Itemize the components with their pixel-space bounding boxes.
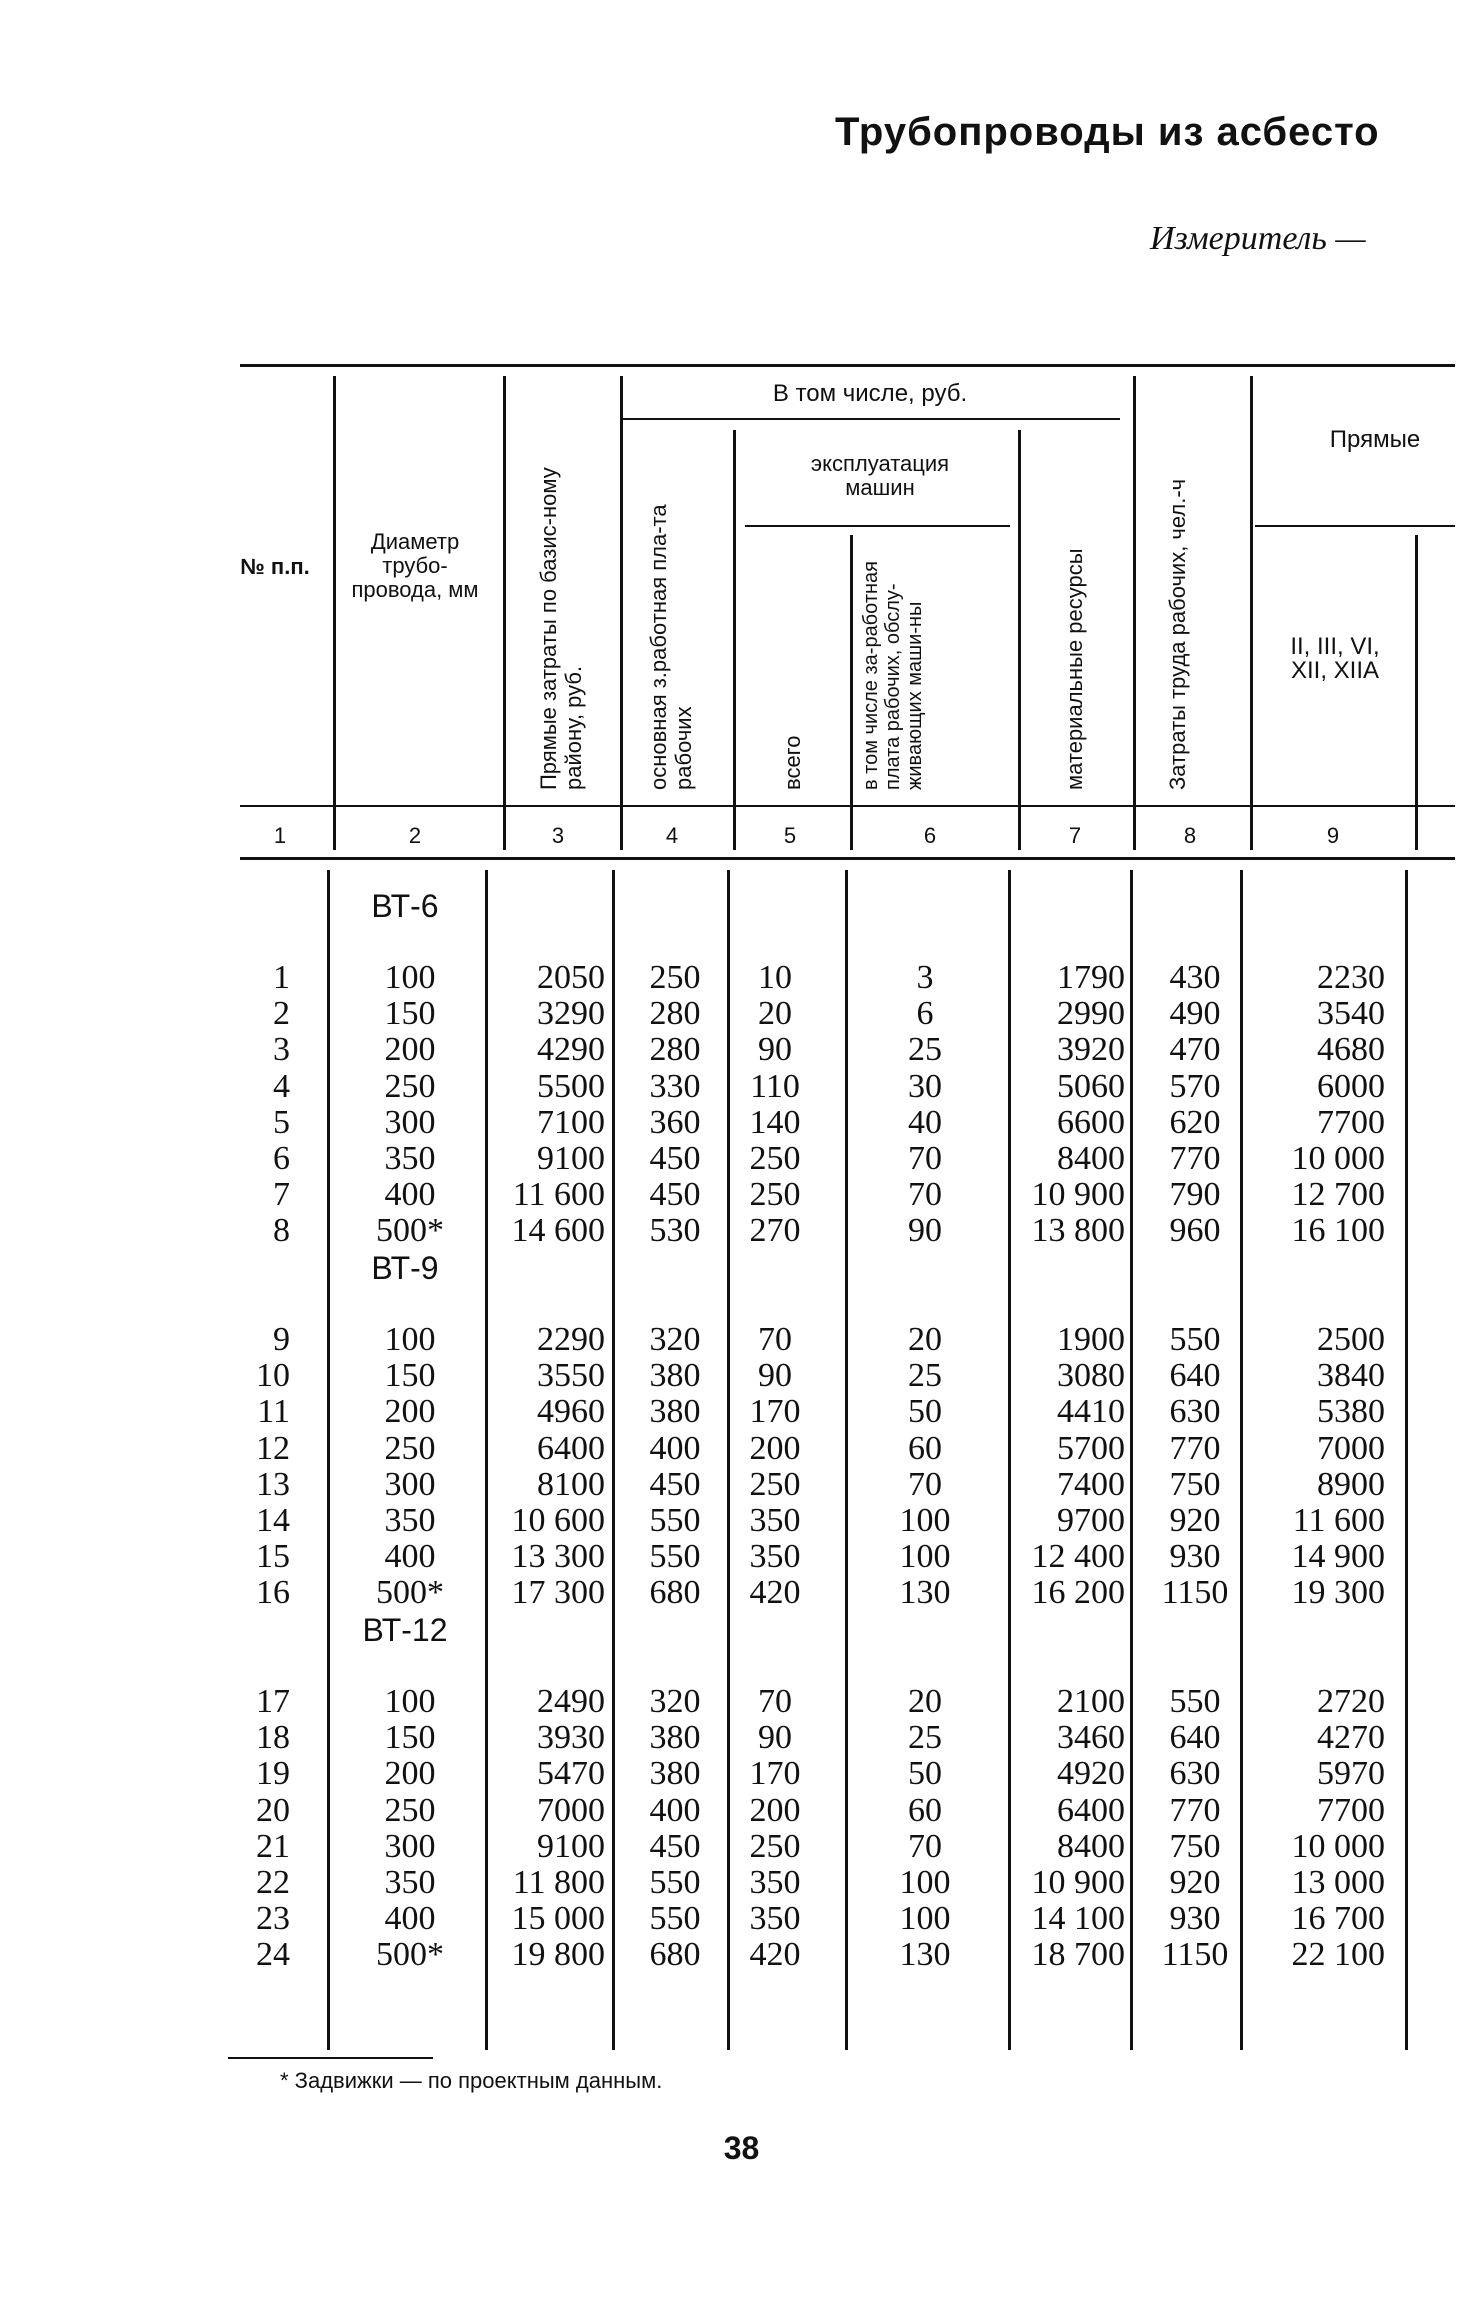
table-cell: 19 800	[511, 1936, 605, 1974]
table-cell: 770	[1169, 1140, 1221, 1177]
table-cell: 170	[749, 1393, 801, 1431]
table-cell: 14 600	[511, 1212, 605, 1250]
table-cell: 450	[649, 1140, 701, 1177]
table-cell: 2290	[537, 1321, 605, 1358]
table-cell: 3920	[1057, 1031, 1125, 1069]
table-row	[0, 1358, 1483, 1394]
table-cell: 20	[758, 995, 792, 1033]
table-cell: 280	[649, 995, 701, 1033]
table-cell: 90	[908, 1212, 942, 1250]
table-cell: 90	[758, 1031, 792, 1069]
table-cell: 5380	[1317, 1393, 1385, 1431]
table-cell: 280	[649, 1031, 701, 1069]
table-cell: 400	[384, 1176, 436, 1214]
table-cell: 2500	[1317, 1321, 1385, 1358]
table-cell: 170	[749, 1755, 801, 1793]
table-cell: 250	[749, 1827, 801, 1865]
table-row	[0, 1141, 1483, 1177]
header-including: В том числе, руб.	[772, 380, 968, 407]
group-title: ВТ-12	[362, 1612, 448, 1648]
table-cell: 3290	[537, 995, 605, 1033]
table-cell: 300	[384, 1103, 436, 1141]
table-cell: 100	[384, 959, 436, 996]
table-cell: 550	[649, 1538, 701, 1576]
column-number: 5	[783, 823, 797, 848]
table-cell: 13 000	[1291, 1864, 1385, 1901]
table-cell: 70	[908, 1827, 942, 1865]
table-cell: 7700	[1317, 1791, 1385, 1829]
table-row	[0, 1901, 1483, 1937]
table-cell: 530	[649, 1212, 701, 1250]
table-cell: 130	[899, 1936, 951, 1974]
table-cell: 200	[749, 1791, 801, 1829]
col-divider	[503, 376, 506, 850]
table-cell: 9700	[1057, 1502, 1125, 1539]
table-cell: 960	[1169, 1212, 1221, 1250]
table-cell: 2720	[1317, 1683, 1385, 1720]
table-cell: 10	[758, 959, 792, 996]
table-cell: 2230	[1317, 959, 1385, 996]
table-cell: 250	[749, 1176, 801, 1214]
table-row	[0, 1937, 1483, 1973]
col-divider	[1018, 430, 1021, 850]
table-row	[0, 960, 1483, 996]
table-cell: 350	[749, 1900, 801, 1938]
column-number: 2	[408, 823, 422, 848]
table-cell: 8	[273, 1212, 290, 1250]
col-divider	[1133, 376, 1136, 850]
table-cell: 2100	[1057, 1683, 1125, 1720]
col-divider	[733, 430, 736, 850]
table-cell: 350	[749, 1502, 801, 1539]
table-cell: 100	[899, 1900, 951, 1938]
table-cell: 770	[1169, 1791, 1221, 1829]
table-cell: 5500	[537, 1067, 605, 1105]
table-cell: 680	[649, 1936, 701, 1974]
table-row	[0, 1322, 1483, 1358]
table-cell: 770	[1169, 1429, 1221, 1467]
table-cell: 5970	[1317, 1755, 1385, 1793]
table-cell: 12 400	[1031, 1538, 1125, 1576]
table-cell: 100	[384, 1683, 436, 1720]
table-cell: 7000	[537, 1791, 605, 1829]
table-cell: 350	[749, 1538, 801, 1576]
table-cell: 930	[1169, 1538, 1221, 1576]
unit-label: Измеритель —	[1150, 220, 1366, 257]
table-cell: 10 000	[1291, 1827, 1385, 1865]
table-cell: 8900	[1317, 1465, 1385, 1503]
col-divider	[333, 376, 336, 850]
table-cell: 320	[649, 1683, 701, 1720]
table-cell: 920	[1169, 1502, 1221, 1539]
table-cell: 6600	[1057, 1103, 1125, 1141]
table-cell: 450	[649, 1827, 701, 1865]
table-cell: 22 100	[1291, 1936, 1385, 1974]
table-cell: 14 100	[1031, 1900, 1125, 1938]
table-cell: 7	[273, 1176, 290, 1214]
table-row	[0, 996, 1483, 1032]
table-cell: 14 900	[1291, 1538, 1385, 1576]
table-cell: 430	[1169, 959, 1221, 996]
header-labor: Затраты труда рабочих, чел.-ч	[1165, 478, 1190, 790]
table-cell: 3840	[1317, 1357, 1385, 1395]
table-cell: 11 600	[512, 1176, 605, 1214]
table-top-rule	[240, 364, 1455, 367]
table-cell: 100	[899, 1502, 951, 1539]
table-cell: 18	[256, 1719, 290, 1757]
table-row	[0, 1503, 1483, 1539]
table-cell: 5700	[1057, 1429, 1125, 1467]
col-divider	[850, 535, 853, 850]
table-cell: 4	[273, 1067, 290, 1105]
table-cell: 60	[908, 1791, 942, 1829]
table-cell: 5	[273, 1103, 290, 1141]
table-cell: 11 600	[1292, 1502, 1385, 1539]
table-cell: 9	[273, 1321, 290, 1358]
table-cell: 13 300	[511, 1538, 605, 1576]
header-machine-operation: эксплуатация машин	[810, 451, 950, 500]
table-cell: 470	[1169, 1031, 1221, 1069]
table-cell: 400	[649, 1791, 701, 1829]
table-cell: 380	[649, 1357, 701, 1395]
table-cell: 350	[384, 1140, 436, 1177]
table-cell: 70	[908, 1140, 942, 1177]
table-cell: 10 000	[1291, 1140, 1385, 1177]
table-cell: 5060	[1057, 1067, 1125, 1105]
table-cell: 11 800	[512, 1864, 605, 1901]
column-number: 8	[1183, 823, 1197, 848]
table-cell: 4960	[537, 1393, 605, 1431]
table-cell: 6400	[537, 1429, 605, 1467]
table-cell: 70	[908, 1176, 942, 1214]
table-cell: 360	[649, 1103, 701, 1141]
table-cell: 150	[384, 1719, 436, 1757]
table-row	[0, 1069, 1483, 1105]
table-cell: 7100	[537, 1103, 605, 1141]
table-cell: 380	[649, 1393, 701, 1431]
table-cell: 350	[384, 1864, 436, 1901]
table-cell: 8400	[1057, 1827, 1125, 1865]
table-cell: 330	[649, 1067, 701, 1105]
table-cell: 50	[908, 1393, 942, 1431]
table-row	[0, 1394, 1483, 1430]
table-cell: 100	[899, 1538, 951, 1576]
table-cell: 17 300	[511, 1574, 605, 1612]
table-cell: 3460	[1057, 1719, 1125, 1757]
table-cell: 16 200	[1031, 1574, 1125, 1612]
table-cell: 4410	[1057, 1393, 1125, 1431]
header-bottom-rule	[240, 805, 1455, 807]
page-number: 38	[723, 2130, 760, 2166]
table-cell: 550	[1169, 1321, 1221, 1358]
header-diameter: Диаметр трубо-провода, мм	[351, 529, 479, 602]
header-total: всего	[780, 735, 805, 790]
table-cell: 200	[749, 1429, 801, 1467]
table-cell: 17	[256, 1683, 290, 1720]
table-cell: 50	[908, 1755, 942, 1793]
table-cell: 750	[1169, 1465, 1221, 1503]
column-number: 7	[1068, 823, 1082, 848]
table-cell: 500*	[376, 1574, 444, 1612]
col-divider	[620, 376, 623, 850]
table-cell: 750	[1169, 1827, 1221, 1865]
table-cell: 450	[649, 1176, 701, 1214]
table-cell: 350	[384, 1502, 436, 1539]
table-cell: 570	[1169, 1067, 1221, 1105]
table-cell: 3540	[1317, 995, 1385, 1033]
table-cell: 9100	[537, 1140, 605, 1177]
table-cell: 20	[908, 1321, 942, 1358]
table-row	[0, 1575, 1483, 1611]
table-cell: 15	[256, 1538, 290, 1576]
table-cell: 40	[908, 1103, 942, 1141]
table-cell: 15 000	[511, 1900, 605, 1938]
table-cell: 3930	[537, 1719, 605, 1757]
table-cell: 6000	[1317, 1067, 1385, 1105]
table-row	[0, 1865, 1483, 1901]
table-cell: 350	[749, 1864, 801, 1901]
table-cell: 4920	[1057, 1755, 1125, 1793]
header-regions: II, III, VI, XII, XIIA	[1290, 633, 1380, 684]
table-cell: 21	[256, 1827, 290, 1865]
table-cell: 250	[384, 1791, 436, 1829]
table-cell: 3080	[1057, 1357, 1125, 1395]
table-cell: 490	[1169, 995, 1221, 1033]
table-cell: 6	[916, 995, 934, 1033]
table-cell: 790	[1169, 1176, 1221, 1214]
table-cell: 200	[384, 1393, 436, 1431]
table-cell: 25	[908, 1031, 942, 1069]
table-cell: 18 700	[1031, 1936, 1125, 1974]
table-cell: 4270	[1317, 1719, 1385, 1757]
table-cell: 8400	[1057, 1140, 1125, 1177]
table-cell: 100	[384, 1321, 436, 1358]
table-row	[0, 1467, 1483, 1503]
table-cell: 7700	[1317, 1103, 1385, 1141]
table-cell: 420	[749, 1936, 801, 1974]
header-base-wage: основная з.работная пла-та рабочих	[646, 504, 696, 790]
footnote: * Задвижки — по проектным данным.	[280, 2068, 663, 2093]
col-divider	[1250, 376, 1253, 850]
header-number: № п.п.	[240, 554, 310, 579]
table-cell: 640	[1169, 1357, 1221, 1395]
table-cell: 250	[749, 1465, 801, 1503]
column-number: 3	[551, 823, 565, 848]
table-cell: 19 300	[1291, 1574, 1385, 1612]
table-cell: 16	[256, 1574, 290, 1612]
table-cell: 10 900	[1031, 1864, 1125, 1901]
column-number: 1	[273, 823, 287, 848]
table-cell: 1	[273, 959, 290, 996]
table-cell: 2	[273, 995, 290, 1033]
table-cell: 930	[1169, 1900, 1221, 1938]
table-cell: 150	[384, 995, 436, 1033]
table-cell: 270	[749, 1212, 801, 1250]
table-cell: 200	[384, 1031, 436, 1069]
table-cell: 2490	[537, 1683, 605, 1720]
table-row	[0, 1684, 1483, 1720]
table-cell: 500*	[376, 1936, 444, 1974]
table-cell: 3550	[537, 1357, 605, 1395]
table-cell: 1150	[1161, 1936, 1229, 1974]
table-cell: 16 100	[1291, 1212, 1385, 1250]
page-title: Трубопроводы из асбесто	[835, 110, 1380, 154]
table-cell: 23	[256, 1900, 290, 1938]
column-number: 9	[1326, 823, 1340, 848]
table-cell: 1790	[1057, 959, 1125, 996]
table-cell: 9100	[537, 1827, 605, 1865]
table-cell: 13 800	[1031, 1212, 1125, 1250]
table-cell: 4680	[1317, 1031, 1385, 1069]
table-cell: 380	[649, 1755, 701, 1793]
table-cell: 70	[758, 1321, 792, 1358]
table-row	[0, 1756, 1483, 1792]
table-cell: 3	[273, 1031, 290, 1069]
header-operator-wage: в том числе за-работная плата рабочих, обслу-живающих маши-ны	[860, 561, 926, 790]
table-cell: 200	[384, 1755, 436, 1793]
table-cell: 70	[908, 1465, 942, 1503]
table-cell: 920	[1169, 1864, 1221, 1901]
group-title: ВТ-9	[371, 1250, 439, 1286]
column-number: 6	[923, 823, 937, 848]
table-row	[0, 1829, 1483, 1865]
col-divider	[1415, 535, 1418, 850]
table-cell: 630	[1169, 1755, 1221, 1793]
table-cell: 20	[908, 1683, 942, 1720]
table-cell: 250	[384, 1429, 436, 1467]
table-cell: 13	[256, 1465, 290, 1503]
table-row	[0, 1032, 1483, 1068]
group-mach-rule	[745, 525, 1010, 527]
table-cell: 16 700	[1291, 1900, 1385, 1938]
header-direct-group: Прямые	[1329, 426, 1421, 453]
table-cell: 140	[749, 1103, 801, 1141]
table-cell: 6	[273, 1140, 290, 1177]
table-cell: 19	[256, 1755, 290, 1793]
column-number: 4	[665, 823, 679, 848]
table-cell: 1900	[1057, 1321, 1125, 1358]
table-cell: 630	[1169, 1393, 1221, 1431]
table-cell: 250	[384, 1067, 436, 1105]
table-row	[0, 1431, 1483, 1467]
table-cell: 500*	[376, 1212, 444, 1250]
table-cell: 1150	[1161, 1574, 1229, 1612]
table-cell: 420	[749, 1574, 801, 1612]
table-cell: 12 700	[1291, 1176, 1385, 1214]
table-cell: 150	[384, 1357, 436, 1395]
table-cell: 10 900	[1031, 1176, 1125, 1214]
table-cell: 30	[908, 1067, 942, 1105]
table-cell: 320	[649, 1321, 701, 1358]
table-cell: 22	[256, 1864, 290, 1901]
table-row	[0, 1793, 1483, 1829]
table-cell: 620	[1169, 1103, 1221, 1141]
header-materials: материальные ресурсы	[1062, 548, 1087, 790]
table-cell: 60	[908, 1429, 942, 1467]
table-cell: 400	[384, 1538, 436, 1576]
table-cell: 25	[908, 1357, 942, 1395]
table-row	[0, 1539, 1483, 1575]
table-cell: 70	[758, 1683, 792, 1720]
footnote-rule	[228, 2057, 433, 2059]
table-cell: 2990	[1057, 995, 1125, 1033]
table-cell: 550	[649, 1900, 701, 1938]
table-cell: 550	[1169, 1683, 1221, 1720]
table-cell: 90	[758, 1357, 792, 1395]
table-cell: 8100	[537, 1465, 605, 1503]
table-row	[0, 1720, 1483, 1756]
table-cell: 550	[649, 1502, 701, 1539]
group-title: ВТ-6	[371, 888, 439, 924]
table-cell: 380	[649, 1719, 701, 1757]
table-row	[0, 1105, 1483, 1141]
table-cell: 680	[649, 1574, 701, 1612]
table-cell: 10	[256, 1357, 290, 1395]
table-cell: 400	[649, 1429, 701, 1467]
table-cell: 640	[1169, 1719, 1221, 1757]
table-cell: 300	[384, 1465, 436, 1503]
table-cell: 90	[758, 1719, 792, 1757]
header-direct-costs: Прямые затраты по базис-ному району, руб.	[536, 467, 586, 790]
colnum-bottom-rule	[240, 857, 1455, 860]
table-cell: 100	[899, 1864, 951, 1901]
table-cell: 4290	[537, 1031, 605, 1069]
table-cell: 24	[256, 1936, 290, 1974]
table-cell: 300	[384, 1827, 436, 1865]
table-cell: 11	[257, 1393, 290, 1431]
table-cell: 20	[256, 1791, 290, 1829]
table-cell: 250	[749, 1140, 801, 1177]
table-cell: 250	[649, 959, 701, 996]
table-cell: 14	[256, 1502, 290, 1539]
table-cell: 450	[649, 1465, 701, 1503]
table-cell: 25	[908, 1719, 942, 1757]
table-cell: 6400	[1057, 1791, 1125, 1829]
table-cell: 110	[750, 1067, 800, 1105]
group-direct-rule	[1255, 525, 1455, 527]
table-cell: 10 600	[511, 1502, 605, 1539]
table-cell: 2050	[537, 959, 605, 996]
table-row	[0, 1213, 1483, 1249]
table-cell: 550	[649, 1864, 701, 1901]
table-cell: 3	[916, 959, 934, 996]
table-cell: 7400	[1057, 1465, 1125, 1503]
table-cell: 400	[384, 1900, 436, 1938]
table-cell: 5470	[537, 1755, 605, 1793]
table-cell: 7000	[1317, 1429, 1385, 1467]
table-row	[0, 1177, 1483, 1213]
table-cell: 12	[256, 1429, 290, 1467]
table-cell: 130	[899, 1574, 951, 1612]
